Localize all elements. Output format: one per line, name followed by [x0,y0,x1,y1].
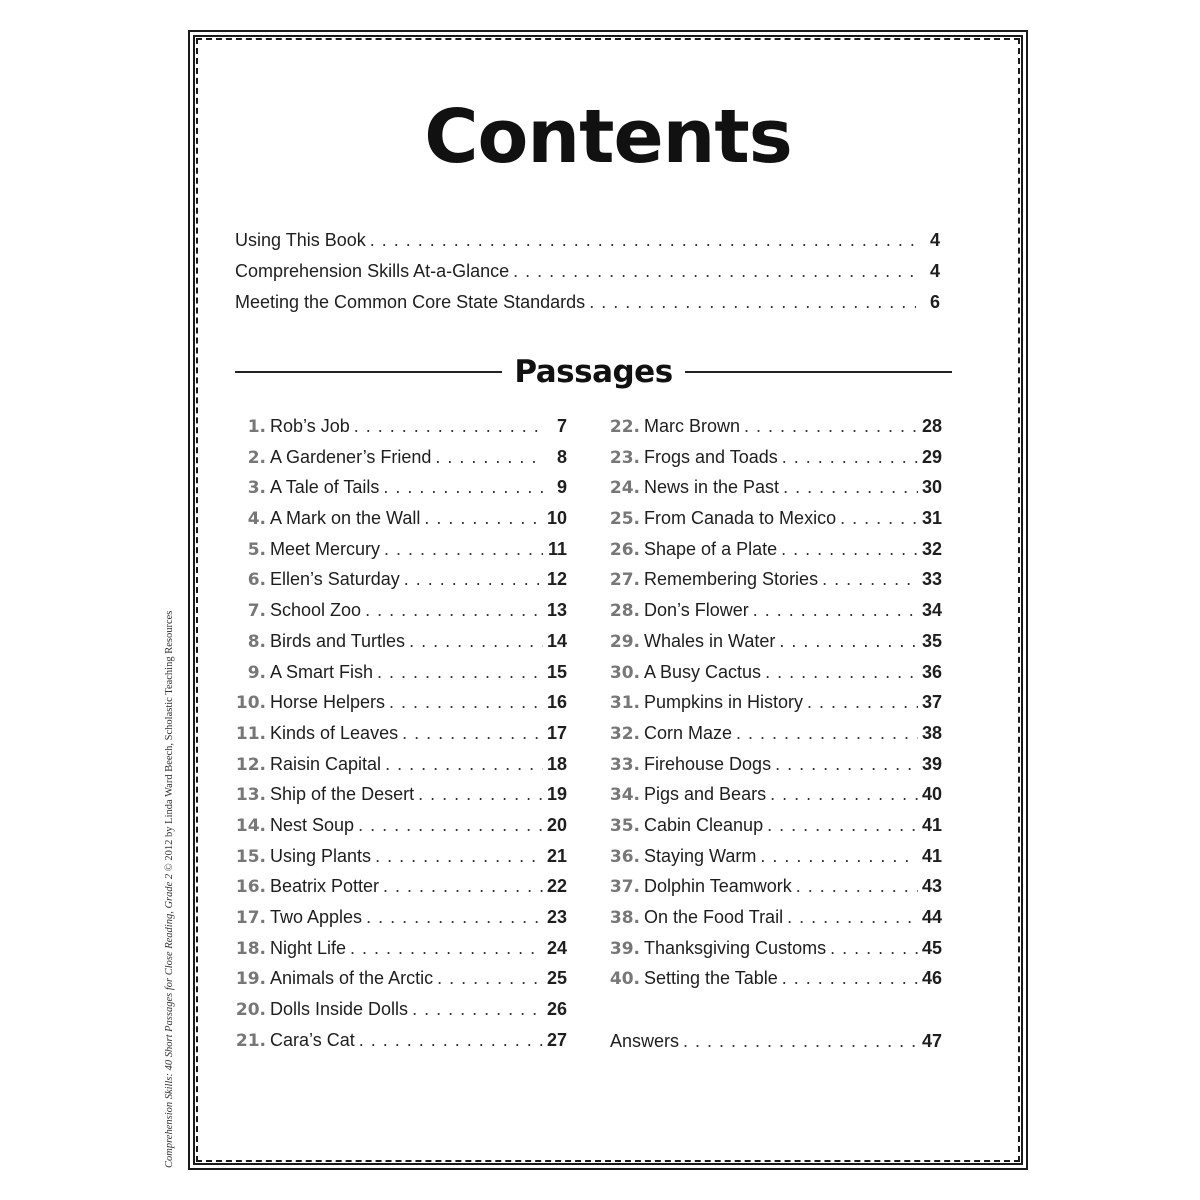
passage-number: 18. [235,938,266,959]
passage-number: 28. [609,601,640,622]
passage-page: 44 [921,907,942,927]
passage-page: 46 [921,968,942,989]
dot-leader [753,600,918,621]
passage-entry[interactable] [606,508,942,539]
passage-number: 15. [235,846,266,867]
dot-leader [375,846,543,867]
passage-entry[interactable] [606,815,942,846]
passage-page: 45 [921,937,942,958]
section-title: Passages [514,354,673,390]
passage-page: 10 [546,508,567,529]
passage-number: 1. [247,417,266,437]
dot-leader [767,815,918,836]
passage-number: 23. [609,447,640,468]
credit-book-title: Comprehension Skills: 40 Short Passages for Close Reading, Grade 2 [164,873,175,1168]
passage-page: 24 [546,937,567,958]
passage-entry[interactable] [232,723,567,754]
dot-leader [384,539,543,560]
passage-number: 16. [235,877,266,898]
passage-title: Cabin Cleanup [644,814,764,835]
passage-number: 4. [247,509,266,530]
passage-title: Pigs and Bears [644,784,767,805]
passage-title: Marc Brown [644,416,741,436]
passage-entry[interactable] [606,907,942,938]
dot-leader [389,692,543,713]
dot-leader [783,477,918,498]
passage-title: Birds and Turtles [270,630,406,651]
dot-leader [744,416,918,437]
dot-leader [409,631,543,652]
passage-page: 7 [556,416,567,436]
copyright-credit [164,528,175,1168]
dot-leader [807,692,918,713]
dot-leader [781,539,918,560]
heading-rule-right [685,371,952,373]
passage-page: 40 [921,784,942,805]
passage-number: 7. [247,601,266,622]
passage-page: 41 [921,814,942,835]
dot-leader [513,261,916,282]
passage-page: 37 [921,692,942,713]
passage-number: 22. [609,417,640,437]
passage-title: Setting the Table [644,968,778,989]
passage-page: 30 [921,477,942,498]
passage-number: 13. [235,785,266,806]
passage-title: From Canada to Mexico [644,508,837,529]
passage-title: Dolphin Teamwork [644,876,792,897]
passage-number: 11. [235,723,266,744]
passage-number: 39. [609,938,640,959]
passage-number: 3. [247,478,266,499]
passage-title: Remembering Stories [644,569,819,590]
passage-title: Firehouse Dogs [644,753,772,774]
dot-leader [402,723,543,744]
passage-title: Animals of the Arctic [270,968,434,989]
passage-title: School Zoo [270,600,362,621]
passage-number: 27. [609,570,640,591]
passage-page: 27 [546,1029,567,1050]
passage-entry[interactable] [232,1030,567,1061]
dot-leader [365,600,543,621]
dot-leader [385,754,543,775]
dot-leader [366,907,543,928]
answers-entry[interactable] [610,1031,942,1062]
passage-entry[interactable] [606,754,942,785]
passage-entry[interactable] [606,938,942,969]
passage-title: Horse Helpers [270,692,386,713]
passage-entry[interactable] [232,938,567,969]
passage-page: 18 [546,753,567,774]
passage-page: 14 [546,630,567,651]
passage-entry[interactable] [606,723,942,754]
passage-entry[interactable] [606,539,942,570]
passage-number: 17. [235,908,266,928]
passage-number: 2. [247,447,266,468]
passage-number: 9. [247,662,266,683]
toc-entry-label: Answers [610,1031,680,1051]
passage-title: Rob’s Job [270,416,350,436]
passage-entry[interactable] [232,539,567,570]
passage-page: 34 [921,600,942,621]
passage-number: 34. [609,785,640,806]
passage-title: Using Plants [270,845,372,866]
passage-page: 17 [546,722,567,743]
passage-page: 15 [546,661,567,682]
passage-title: Thanksgiving Customs [644,937,827,958]
dot-leader [418,784,543,805]
passage-title: Frogs and Toads [644,446,778,467]
passage-number: 12. [235,754,266,775]
passage-page: 35 [921,630,942,651]
passage-number: 32. [609,723,640,744]
toc-entry-page: 4 [929,230,940,250]
passage-title: A Mark on the Wall [270,508,421,529]
passage-title: Staying Warm [644,845,757,866]
passages-heading [235,350,952,394]
passage-title: Raisin Capital [270,753,382,774]
passage-entry[interactable] [232,784,567,815]
passage-entry[interactable] [606,846,942,877]
passage-number: 38. [609,908,640,928]
passage-number: 24. [609,478,640,499]
passage-page: 29 [921,446,942,467]
passage-title: Pumpkins in History [644,692,804,713]
passage-page: 41 [921,845,942,866]
passage-entry[interactable] [232,477,567,508]
dot-leader [350,938,543,959]
passage-page: 8 [556,446,567,467]
passage-number: 33. [609,754,640,775]
passage-entry[interactable] [232,447,567,478]
passage-title: Kinds of Leaves [270,722,399,743]
toc-entry-common-core[interactable] [235,292,940,323]
passage-page: 31 [921,508,942,529]
dot-leader [779,631,918,652]
passage-entry[interactable] [232,508,567,539]
dot-leader [770,784,918,805]
passage-entry[interactable] [232,692,567,723]
passage-number: 14. [235,815,266,836]
passage-page: 38 [921,722,942,743]
dot-leader [359,1030,543,1051]
passage-number: 5. [247,539,266,560]
page-title: Contents [424,94,792,180]
passage-entry[interactable] [232,907,567,938]
passage-entry[interactable] [606,968,942,999]
passage-title: A Gardener’s Friend [270,446,432,467]
passage-title: Beatrix Potter [270,876,380,897]
passage-number: 20. [235,1000,266,1021]
toc-entry-comprehension-skills[interactable] [235,261,940,292]
passage-entry[interactable] [232,968,567,999]
passage-title: Dolls Inside Dolls [270,999,409,1020]
dot-leader [358,815,543,836]
passage-page: 26 [546,999,567,1020]
passage-page: 23 [546,907,567,927]
passage-entry[interactable] [606,876,942,907]
passage-number: 31. [609,693,640,714]
toc-entry-label: Comprehension Skills At-a-Glance [235,261,510,281]
passage-page: 12 [546,569,567,590]
dot-leader [383,477,543,498]
toc-entry-page: 47 [921,1031,942,1051]
dot-leader [424,508,543,529]
passage-title: Cara’s Cat [270,1029,355,1050]
dot-leader [736,723,918,744]
passage-title: Whales in Water [644,630,776,651]
toc-entry-page: 6 [929,292,940,312]
credit-text: © 2012 by Linda Ward Beech, Scholastic Teaching Resources [164,610,175,874]
passage-title: Two Apples [270,907,363,927]
dot-leader [683,1031,918,1052]
dot-leader [840,508,918,529]
dot-leader [435,447,543,468]
passage-number: 8. [247,631,266,652]
passage-entry[interactable] [606,477,942,508]
passage-entry[interactable] [232,600,567,631]
passage-title: On the Food Trail [644,907,784,927]
passage-number: 36. [609,846,640,867]
passage-page: 33 [921,569,942,590]
passage-page: 39 [921,753,942,774]
passage-page: 25 [546,968,567,989]
passage-number: 6. [247,570,266,591]
heading-rule-left [235,371,502,373]
passage-entry[interactable] [232,846,567,877]
passage-page: 21 [546,845,567,866]
passage-page: 11 [547,538,567,559]
passage-entry[interactable] [232,416,567,447]
passage-title: A Tale of Tails [270,477,380,498]
passage-number: 25. [609,509,640,530]
toc-entry-label: Using This Book [235,230,366,250]
passage-title: Shape of a Plate [644,538,778,559]
toc-entry-using-this-book[interactable] [235,230,940,261]
dot-leader [782,447,918,468]
passage-entry[interactable] [232,815,567,846]
passage-entry[interactable] [606,692,942,723]
passage-title: Meet Mercury [270,538,381,559]
passage-page: 36 [921,661,942,682]
passage-title: Ellen’s Saturday [270,569,400,590]
passage-title: Nest Soup [270,814,355,835]
dot-leader [830,938,918,959]
dot-leader [412,999,543,1020]
passage-page: 13 [546,600,567,621]
passages-column-left [232,416,567,1060]
passage-title: Night Life [270,937,347,958]
passage-entry[interactable] [232,662,567,693]
front-matter-list [235,230,940,323]
passage-entry[interactable] [232,999,567,1030]
passage-title: Don’s Flower [644,600,749,621]
passage-entry[interactable] [232,631,567,662]
passage-title: News in the Past [644,477,780,498]
dot-leader [377,662,543,683]
dot-leader [775,754,918,775]
passage-number: 40. [609,969,640,990]
toc-entry-page: 4 [929,261,940,281]
passage-title: Corn Maze [644,722,733,743]
passage-entry[interactable] [606,784,942,815]
passage-entry[interactable] [606,600,942,631]
toc-entry-label: Meeting the Common Core State Standards [235,292,586,312]
dot-leader [370,230,916,251]
passage-page: 43 [921,876,942,897]
dot-leader [782,968,918,989]
passage-entry[interactable] [606,662,942,693]
passage-page: 32 [921,538,942,559]
dot-leader [787,907,918,928]
passage-page: 20 [546,814,567,835]
passage-number: 30. [609,662,640,683]
dot-leader [404,569,543,590]
dot-leader [589,292,916,313]
passage-page: 9 [556,477,567,498]
dot-leader [437,968,543,989]
passage-number: 10. [235,693,266,714]
passage-number: 29. [609,631,640,652]
passage-number: 19. [235,969,266,990]
passage-page: 28 [921,416,942,436]
passages-column-right [606,416,942,999]
passage-page: 22 [546,876,567,897]
passage-title: A Smart Fish [270,661,374,682]
dot-leader [354,416,543,437]
passage-number: 35. [609,815,640,836]
dot-leader [383,876,543,897]
passage-number: 21. [235,1030,266,1051]
passage-title: A Busy Cactus [644,661,762,682]
passage-page: 16 [546,692,567,713]
passage-title: Ship of the Desert [270,784,415,805]
passage-entry[interactable] [606,447,942,478]
passage-page: 19 [546,784,567,805]
passage-number: 26. [609,539,640,560]
dot-leader [765,662,918,683]
passage-entry[interactable] [606,416,942,447]
dot-leader [760,846,918,867]
passage-entry[interactable] [232,569,567,600]
passage-entry[interactable] [232,876,567,907]
passage-number: 37. [609,877,640,898]
passage-entry[interactable] [606,631,942,662]
passage-entry[interactable] [606,569,942,600]
dot-leader [796,876,918,897]
passage-entry[interactable] [232,754,567,785]
dot-leader [822,569,918,590]
